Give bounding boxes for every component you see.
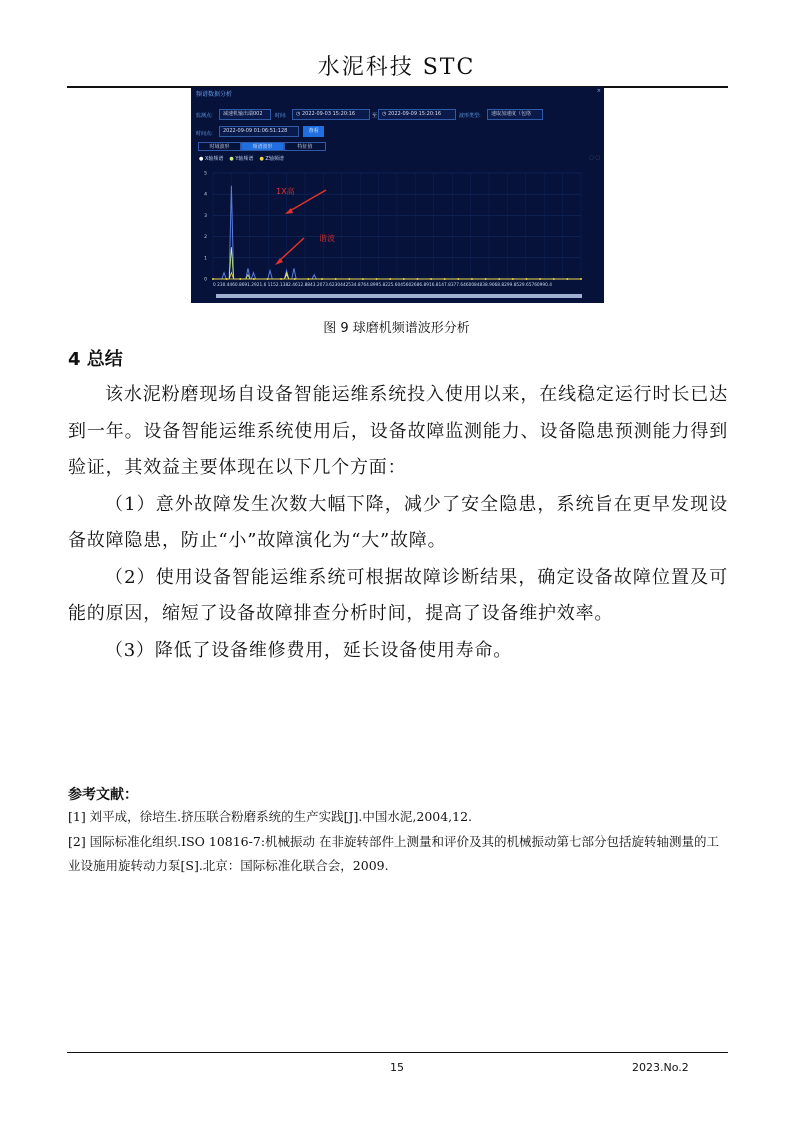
wave-type-label: 波形类型: xyxy=(459,113,481,119)
x-tick-labels: 0 230.4460.8691.2921.6 1152.1382.4612.8843.2073.6230442534.8764.8995.8225.6045602686.8916.8147.8377.6460084838.9068.8299.8529.65760990.4 xyxy=(213,283,552,288)
series-point xyxy=(294,278,296,280)
paragraph: 该水泥粉磨现场自设备智能运维系统投入使用以来，在线稳定运行时长已达到一年。设备智能运维系统使用后，设备故障监测能力、设备隐患预测能力得到验证，其效益主要体现在以下几个方面： xyxy=(68,384,728,478)
close-icon[interactable]: × xyxy=(596,88,601,94)
monitor-select[interactable]: 减速机输出端002 xyxy=(219,109,271,120)
arrow-1x-head xyxy=(285,208,293,214)
series-point xyxy=(498,278,500,280)
figure-screenshot xyxy=(191,87,604,303)
section-heading: 4 总结 xyxy=(68,349,123,370)
end-time: 2022-09-09 15:20:16 xyxy=(387,111,442,117)
y-tick-label: 1 xyxy=(204,256,207,262)
window-title: 频谱数据分析 xyxy=(196,91,233,98)
legend-y-label: Y轴频谱 xyxy=(235,156,254,162)
page-number: 15 xyxy=(390,1061,404,1074)
time-label: 时间: xyxy=(275,113,287,119)
series-point xyxy=(348,278,350,280)
series-point xyxy=(362,278,364,280)
time-point-label: 时间点: xyxy=(196,131,213,137)
wave-type-select[interactable]: 速取加速度（包络 xyxy=(487,109,543,120)
y-tick-label: 0 xyxy=(204,277,207,283)
tab-features[interactable]: 特征值 xyxy=(284,142,326,151)
series-point xyxy=(267,278,269,280)
series-point xyxy=(539,278,541,280)
series-point xyxy=(226,278,228,280)
y-tick-label: 5 xyxy=(204,171,207,177)
spectrum-chart xyxy=(191,87,604,303)
series-point xyxy=(307,278,309,280)
series-point xyxy=(566,278,568,280)
legend-z-label: Z轴频谱 xyxy=(265,156,284,162)
start-time-input[interactable]: ◷ 2022-09-03 15:20:16 xyxy=(292,109,370,120)
tab-time-domain[interactable]: 时域波形 xyxy=(198,142,241,151)
series-point xyxy=(239,278,241,280)
y-tick-label: 2 xyxy=(204,235,207,241)
legend-z[interactable]: ● Z轴频谱 xyxy=(259,156,284,162)
series-point xyxy=(280,278,282,280)
series-point xyxy=(389,278,391,280)
series-point xyxy=(430,278,432,280)
body-text xyxy=(68,377,728,669)
series-point xyxy=(403,278,405,280)
series-point xyxy=(525,278,527,280)
series-point xyxy=(253,278,255,280)
y-tick-label: 4 xyxy=(204,192,207,198)
series-point xyxy=(471,278,473,280)
series-point xyxy=(553,278,555,280)
query-button[interactable]: 查看 xyxy=(303,126,324,137)
series-point xyxy=(321,278,323,280)
series-point xyxy=(376,278,378,280)
legend-x[interactable]: ● X轴频谱 xyxy=(199,156,224,162)
references xyxy=(68,786,730,879)
figure-caption: 图 9 球磨机频谱波形分析 xyxy=(323,321,470,336)
reference-item: [1] 刘平成，徐培生.挤压联合粉磨系统的生产实践[J].中国水泥,2004,12. xyxy=(68,809,473,824)
tab-spectrum[interactable]: 频谱波形 xyxy=(241,142,284,151)
series-point xyxy=(512,278,514,280)
reference-item: [2] 国际标准化组织.ISO 10816-7:机械振动 在非旋转部件上测量和评价及其的机械振动第七部分包括旋转轴测量的工业设施用旋转动力泵[S].北京：国际标准化联合会，2009. xyxy=(68,833,720,873)
range-separator: 至 xyxy=(372,113,378,119)
annotation-1x: 1X高 xyxy=(276,187,295,196)
chart-scrollbar[interactable] xyxy=(216,294,582,298)
end-time-input[interactable]: ◷ 2022-09-09 15:20:16 xyxy=(378,109,456,120)
arrow-harmonic xyxy=(278,238,304,262)
time-point-select[interactable]: 2022-09-09 01:06:51:128 xyxy=(219,126,299,137)
series-point xyxy=(580,278,582,280)
footer-rule xyxy=(67,1052,728,1053)
series-point xyxy=(212,278,214,280)
series-point xyxy=(485,278,487,280)
legend-y[interactable]: ● Y轴频谱 xyxy=(229,156,254,162)
paragraph: （2）使用设备智能运维系统可根据故障诊断结果，确定设备故障位置及可能的原因，缩短了设备故障排查分析时间，提高了设备维护效率。 xyxy=(68,566,728,624)
annotation-harmonic: 谐波 xyxy=(319,234,335,243)
series-point xyxy=(457,278,459,280)
y-tick-label: 3 xyxy=(204,213,207,219)
monitor-label: 监测点: xyxy=(196,113,213,119)
issue-label: 2023.No.2 xyxy=(632,1061,689,1074)
series-point xyxy=(416,278,418,280)
series-point xyxy=(444,278,446,280)
paragraph: （3）降低了设备维修费用，延长设备使用寿命。 xyxy=(105,639,513,661)
journal-header: 水泥科技 STC xyxy=(317,55,476,80)
legend-x-label: X轴频谱 xyxy=(204,156,224,162)
series-point xyxy=(335,278,337,280)
paragraph: （1）意外故障发生次数大幅下降，减少了安全隐患，系统旨在更早发现设备故障隐患，防止“小”故障演化为“大”故障。 xyxy=(68,493,728,551)
start-time: 2022-09-03 15:20:16 xyxy=(301,111,356,117)
zoom-tool-icons[interactable]: ▢ ▢ xyxy=(588,155,600,161)
references-heading: 参考文献： xyxy=(68,787,138,803)
